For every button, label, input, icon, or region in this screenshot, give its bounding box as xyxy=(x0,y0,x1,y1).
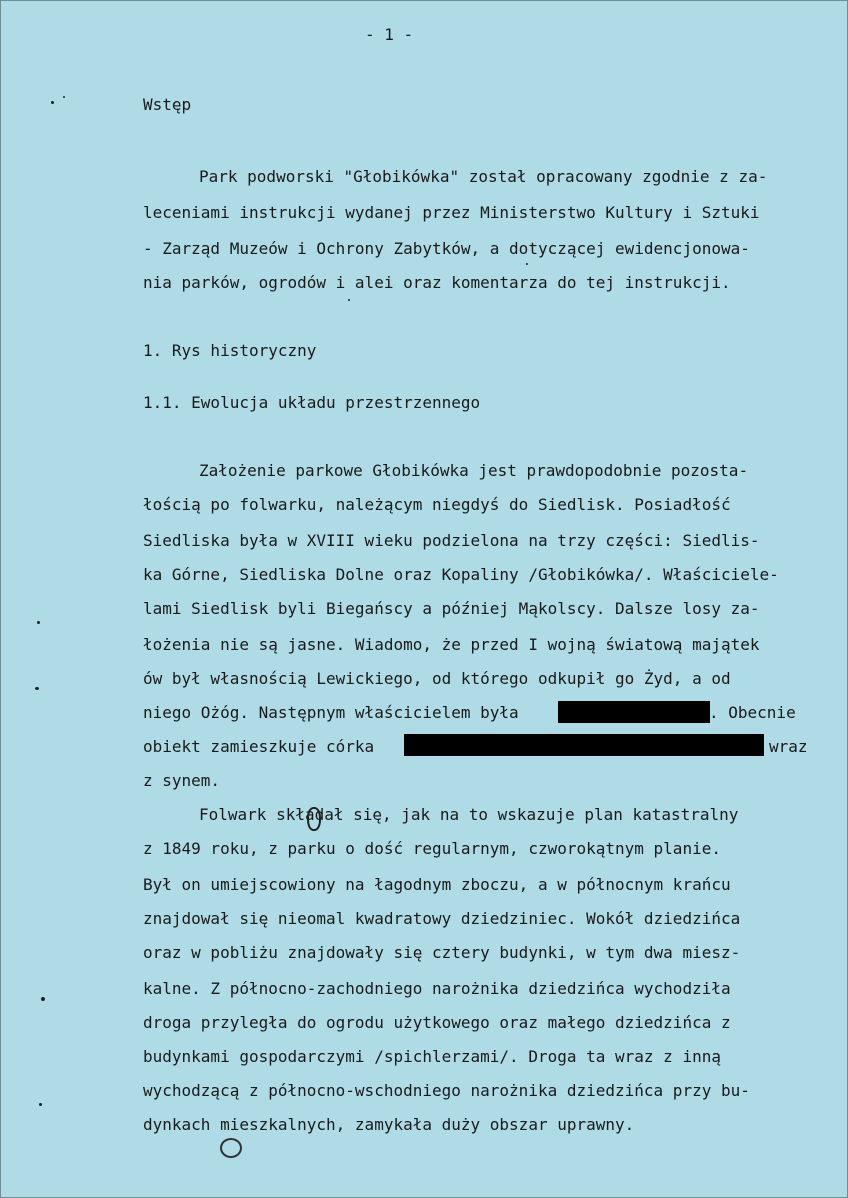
para2-line-10: dynkach mieszkalnych, zamykała duży obszar uprawny. xyxy=(143,1115,635,1134)
stamp-mark xyxy=(220,1138,242,1158)
page-number: - 1 - xyxy=(365,25,414,44)
intro-line-3: - Zarząd Muzeów i Ochrony Zabytków, a dotyczącej ewidencjonowa- xyxy=(143,239,750,258)
para2-line-4: znajdował się nieomal kwadratowy dziedziniec. Wokół dziedzińca xyxy=(143,909,741,928)
scan-speck xyxy=(348,299,350,301)
scan-speck xyxy=(37,621,40,624)
para2-line-3: Był on umiejscowiony na łagodnym zboczu, a w północnym krańcu xyxy=(143,875,731,894)
intro-line-1: Park podworski "Głobikówka" został opracowany zgodnie z za- xyxy=(199,167,768,186)
para2-line-6: kalne. Z północno-zachodniego narożnika dziedzińca wychodziła xyxy=(143,979,731,998)
para1-line-1: Założenie parkowe Głobikówka jest prawdopodobnie pozosta- xyxy=(199,461,749,480)
intro-line-4: nia parków, ogrodów i alei oraz komentarza do tej instrukcji. xyxy=(143,273,731,292)
scan-speck xyxy=(41,997,45,1001)
scan-speck xyxy=(63,96,65,98)
para1-line-10: z synem. xyxy=(143,771,221,790)
scan-speck xyxy=(35,687,39,690)
redaction-bar xyxy=(404,734,764,756)
section-1-1-heading: 1.1. Ewolucja układu przestrzennego xyxy=(143,393,481,412)
section-1-heading: 1. Rys historyczny xyxy=(143,341,317,360)
para1-line-4: ka Górne, Siedliska Dolne oraz Kopaliny /Głobikówka/. Właściciele- xyxy=(143,565,779,584)
para1-line-7: ów był własnością Lewickiego, od którego odkupił go Żyd, a od xyxy=(143,669,731,688)
scan-speck xyxy=(51,101,54,104)
handwritten-mark xyxy=(307,807,321,831)
para2-line-8: budynkami gospodarczymi /spichlerzami/. Droga ta wraz z inną xyxy=(143,1047,721,1066)
scan-speck xyxy=(39,1103,42,1106)
para1-line-8-end: . Obecnie xyxy=(709,703,796,722)
intro-heading: Wstęp xyxy=(143,95,192,114)
para2-line-5: oraz w pobliżu znajdowały się cztery budynki, w tym dwa miesz- xyxy=(143,943,741,962)
para2-line-2: z 1849 roku, z parku o dość regularnym, czworokątnym planie. xyxy=(143,839,721,858)
para2-line-9: wychodzącą z północno-wschodniego narożnika dziedzińca przy bu- xyxy=(143,1081,750,1100)
para1-line-2: łością po folwarku, należącym niegdyś do Siedlisk. Posiadłość xyxy=(143,495,731,514)
para1-line-5: lami Siedlisk byli Biegańscy a później Mąkolscy. Dalsze losy za- xyxy=(143,599,760,618)
para2-line-1: Folwark składał się, jak na to wskazuje plan katastralny xyxy=(199,805,739,824)
scan-speck xyxy=(526,263,528,265)
para1-line-8: niego Ożóg. Następnym właścicielem była xyxy=(143,703,519,722)
intro-line-2: leceniami instrukcji wydanej przez Ministerstwo Kultury i Sztuki xyxy=(143,203,760,222)
para2-line-7: droga przyległa do ogrodu użytkowego oraz małego dziedzińca z xyxy=(143,1013,731,1032)
para1-line-9-end: wraz xyxy=(769,737,808,756)
para1-line-6: łożenia nie są jasne. Wiadomo, że przed I wojną światową majątek xyxy=(143,635,760,654)
redaction-bar xyxy=(558,701,710,723)
para1-line-3: Siedliska była w XVIII wieku podzielona na trzy części: Siedlis- xyxy=(143,531,760,550)
para1-line-9: obiekt zamieszkuje córka xyxy=(143,737,375,756)
